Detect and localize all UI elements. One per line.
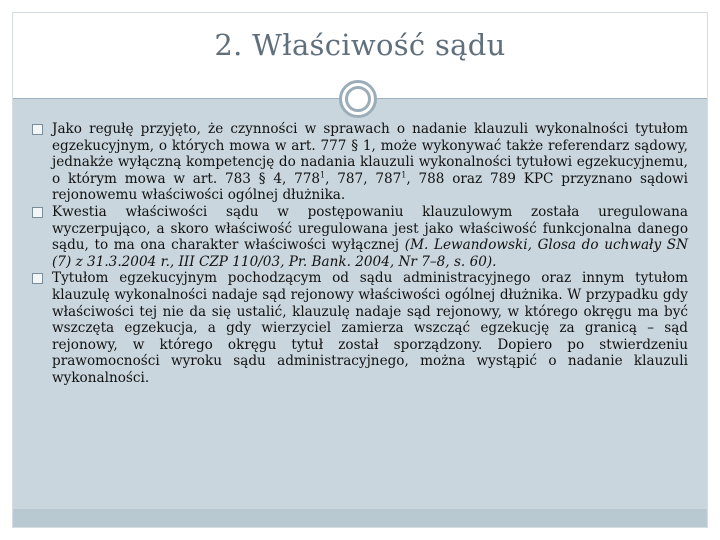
item-text: Tytułom egzekucyjnym pochodzącym od sądu administracyjnego oraz innym tytułom klauzulę wykonalności nadaje sąd rejonowy właściwości ogólnej dłużnika. W przypadku gdy właściwości tej nie da się ustalić, klauzulę nadaje sąd rejonowy, w którego okręgu ma być wszczęta egzekucja, a gdy wierzyciel zamierza wszcząć egzekucję za granicą – sąd rejonowy, w którego okręgu tytuł został sporządzony. Dopiero po stwierdzeniu prawomocności wyroku sądu administracyjnego, można wystąpić o nadanie klauzuli wykonalności. [52, 270, 688, 386]
item-text: Kwestia właściwości sądu w postępowaniu klauzulowym została uregulowana wyczerpująco, a skoro właściwość uregulowana jest jako właściwość funkcjonalna danego sądu, to ma ona charakter właściwości wyłącznej [52, 203, 688, 254]
citation-text: (M. Lewandowski, Glosa do uchwały SN (7) z 31.3.2004 r., III CZP 110/03, Pr. Bank. 2004, Nr 7–8, s. 60). [52, 237, 688, 270]
list-item [32, 270, 688, 386]
square-bullet-icon [32, 273, 43, 284]
superscript: 1 [401, 170, 407, 180]
item-text: , 787, 787 [325, 170, 402, 187]
list-item [32, 204, 688, 270]
superscript: 1 [320, 170, 326, 180]
item-text: , 788 oraz 789 KPC przyznano sądowi rejonowemu właściwości ogólnej dłużnika. [52, 170, 688, 204]
content-list [32, 121, 688, 387]
list-item [32, 121, 688, 204]
square-bullet-icon [32, 124, 43, 135]
bottom-band [13, 509, 707, 527]
square-bullet-icon [32, 207, 43, 218]
slide-title: 2. Właściwość sądu [214, 28, 506, 62]
double-ring-ornament-icon [339, 80, 377, 118]
item-text: Jako regułę przyjęto, że czynności w sprawach o nadanie klauzuli wykonalności tytułom egzekucyjnym, o których mowa w art. 777 § 1, może wykonywać także referendarz sądowy, jednakże wyłączną kompetencję do nadania klauzuli wykonalności tytułowi egzekucyjnemu, o którym mowa w art. 783 § 4, 778 [52, 121, 688, 187]
